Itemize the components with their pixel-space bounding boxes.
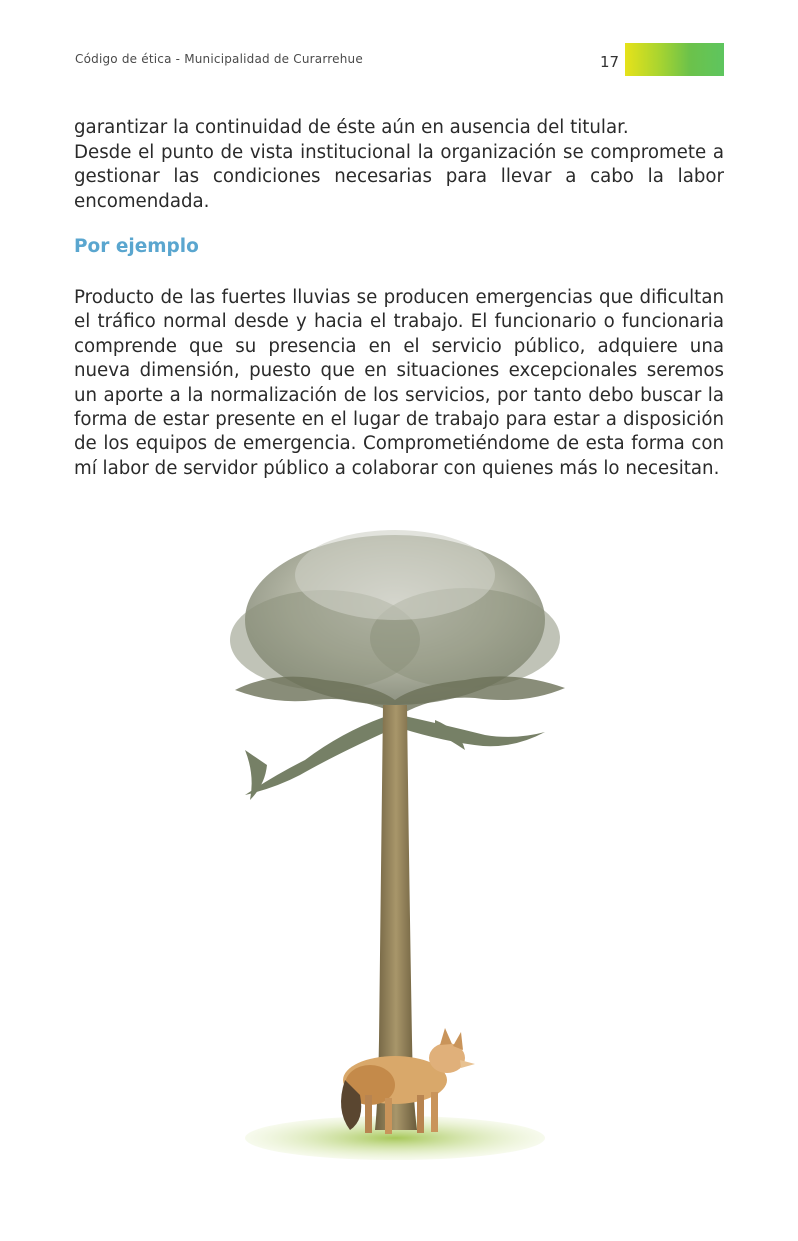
page-number: 17	[600, 53, 620, 71]
body-paragraph-3	[74, 286, 724, 481]
paragraph-text: Desde el punto de vista institucional la organización se compromete a gestionar las condiciones necesarias para llevar a cabo la labor encomendada.	[74, 142, 724, 212]
tree-canopy	[230, 530, 565, 715]
document-title: Código de ética - Municipalidad de Curarrehue	[75, 52, 363, 66]
section-subheading: Por ejemplo	[74, 236, 199, 257]
paragraph-text: garantizar la continuidad de éste aún en ausencia del titular.	[74, 117, 629, 138]
header-accent-bar	[625, 43, 724, 76]
araucaria-tree-illustration	[195, 520, 595, 1170]
body-paragraph-1	[74, 116, 724, 140]
body-paragraph-2	[74, 141, 724, 214]
paragraph-text: Producto de las fuertes lluvias se producen emergencias que dificultan el tráfico normal desde y hacia el trabajo. El funcionario o funcionaria comprende que su presencia en el servicio público, adquiere una nueva dimensión, puesto que en situaciones excepcionales seremos un aporte a la normalización de los servicios, por tanto debo buscar la forma de estar presente en el lugar de trabajo para estar a disposición de los equipos de emergencia. Comprometiéndome de esta forma con mí labor de servidor público a colaborar con quienes más lo necesitan.	[74, 287, 724, 479]
